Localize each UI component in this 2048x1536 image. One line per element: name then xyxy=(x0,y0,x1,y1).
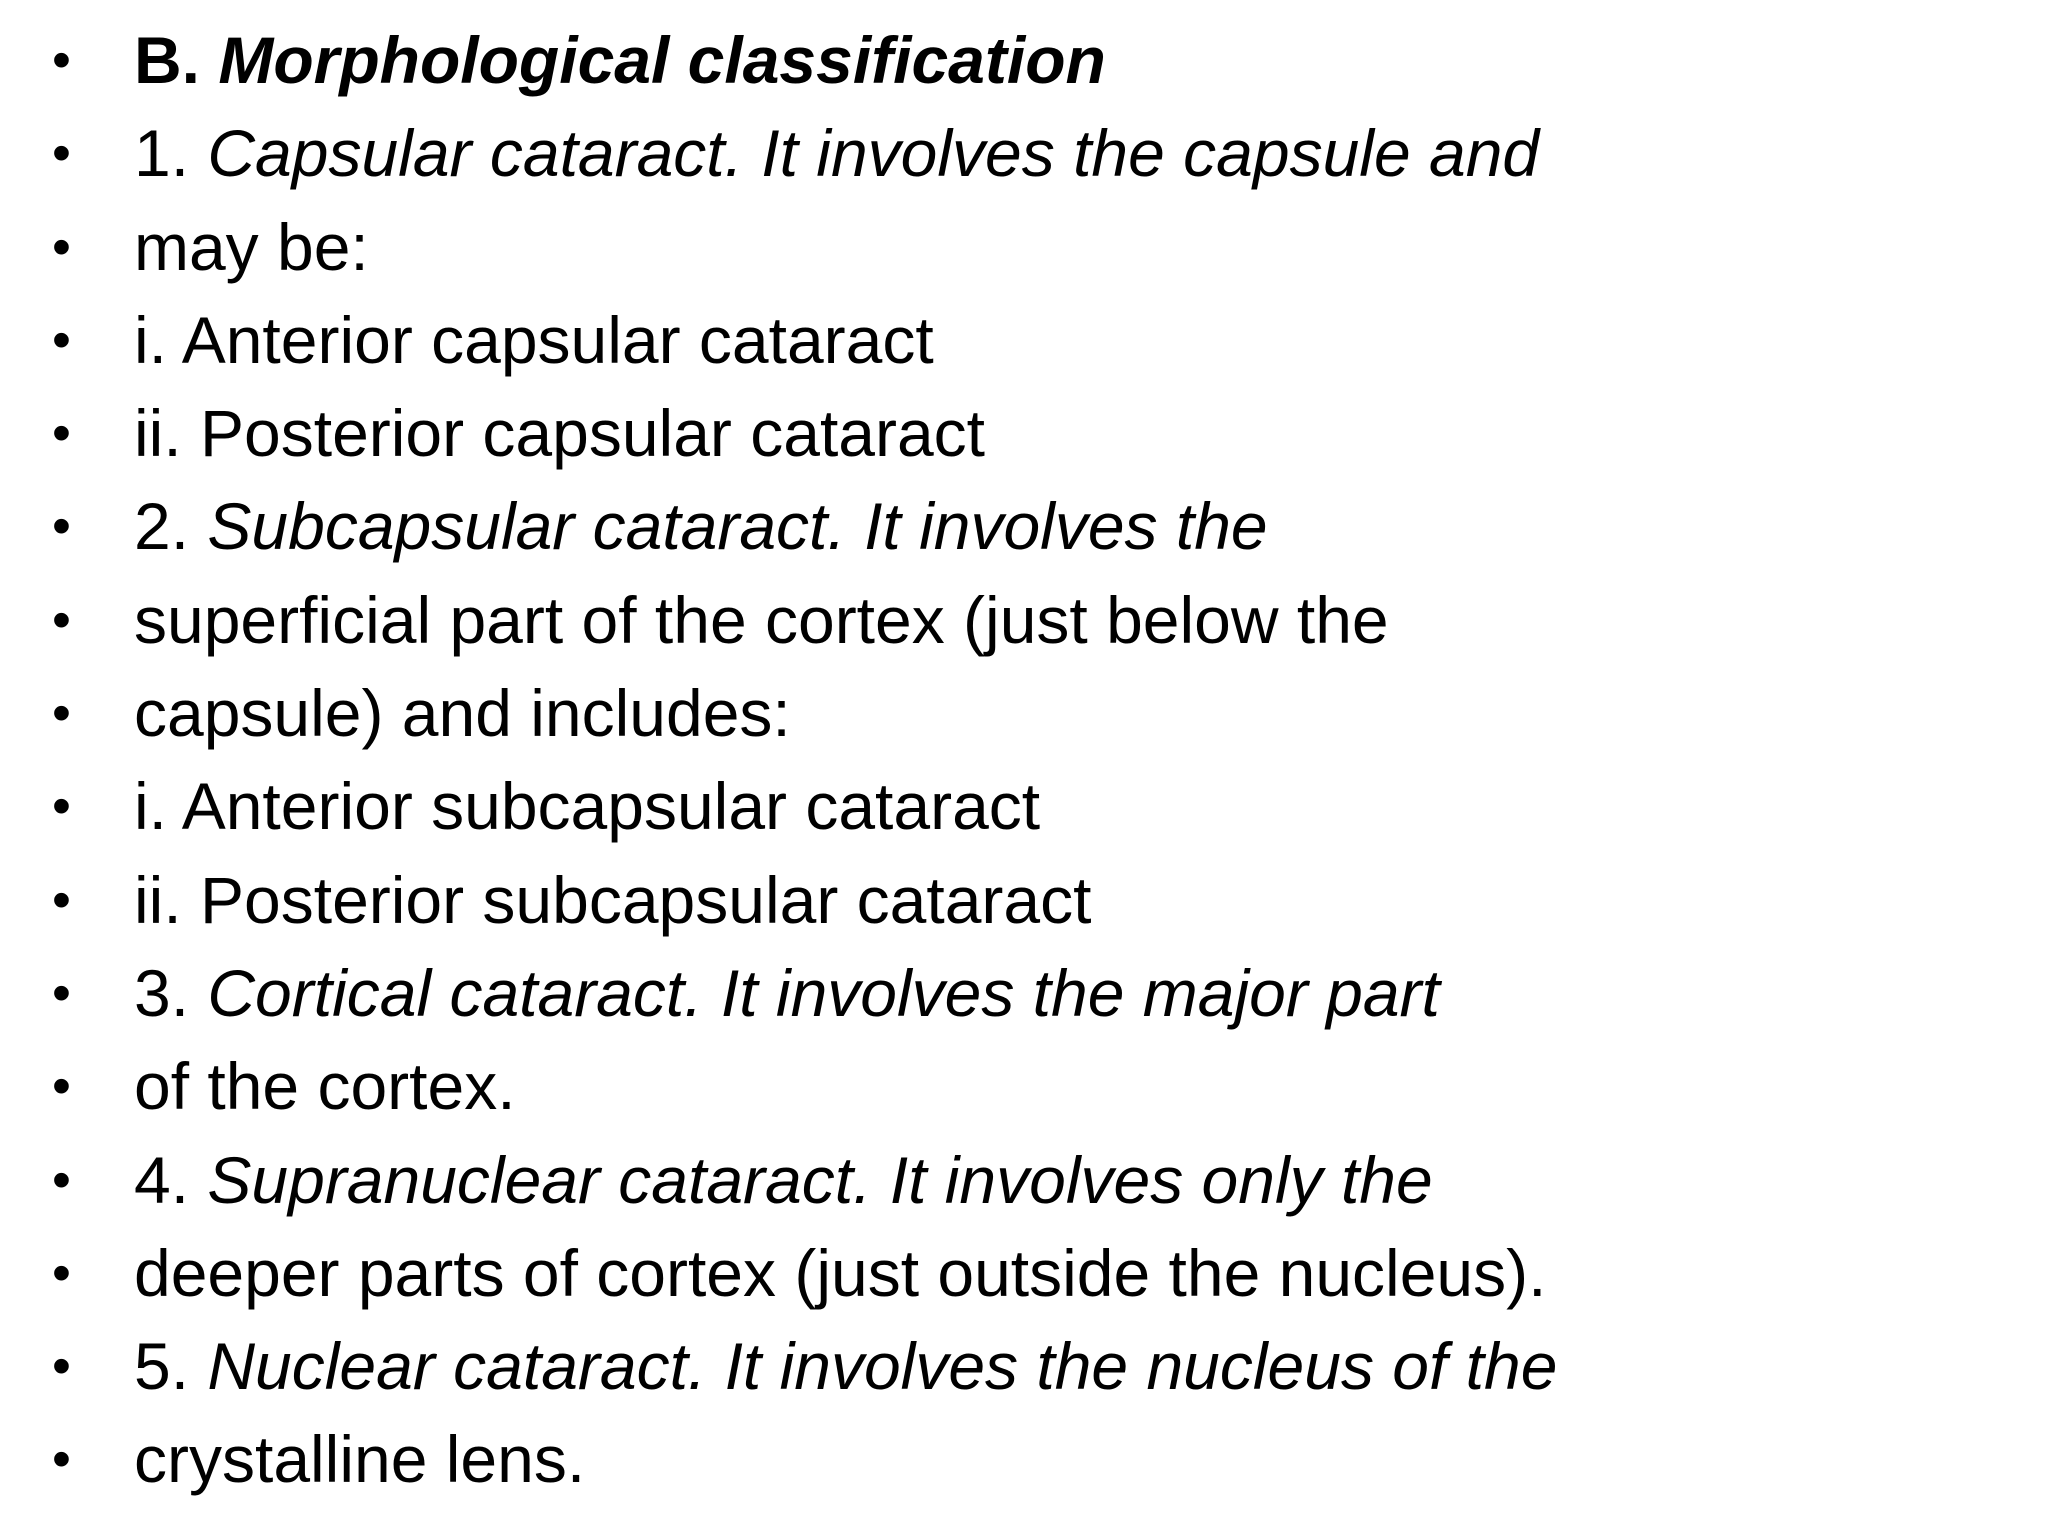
bullet-icon: • xyxy=(52,776,71,837)
list-item xyxy=(0,201,2048,294)
item-number: 1. xyxy=(134,116,208,191)
list-item-text: deeper parts of cortex (just outside the nucleus). xyxy=(134,1235,1547,1310)
item-heading: Nuclear cataract. It involves the nucleus of the xyxy=(207,1329,1558,1404)
bullet-icon: • xyxy=(52,962,71,1023)
bullet-icon: • xyxy=(52,1056,71,1117)
bullet-icon: • xyxy=(52,496,71,557)
bullet-icon: • xyxy=(52,403,71,464)
list-item xyxy=(0,854,2048,947)
list-item-text: crystalline lens. xyxy=(134,1422,586,1497)
bullet-icon: • xyxy=(52,683,71,744)
item-heading: Morphological classification xyxy=(218,23,1106,97)
list-item xyxy=(0,574,2048,667)
bullet-icon: • xyxy=(52,216,71,277)
bullet-icon: • xyxy=(52,30,71,90)
list-item xyxy=(0,760,2048,853)
list-item-text: i. Anterior capsular cataract xyxy=(134,302,934,377)
bullet-icon: • xyxy=(52,1336,71,1397)
list-item xyxy=(0,1040,2048,1133)
item-heading: Capsular cataract. It involves the capsule and xyxy=(207,116,1540,191)
list-item-text xyxy=(134,1134,1433,1227)
list-item-text xyxy=(134,480,1268,573)
bullet-list xyxy=(0,14,2048,1507)
list-item-text: of the cortex. xyxy=(134,1049,516,1124)
item-number: B. xyxy=(134,23,219,97)
item-heading: Supranuclear cataract. It involves only the xyxy=(207,1142,1433,1217)
list-item xyxy=(0,1227,2048,1320)
bullet-icon: • xyxy=(52,309,71,370)
item-heading: Cortical cataract. It involves the major part xyxy=(207,955,1440,1030)
item-number: 4. xyxy=(134,1142,208,1217)
list-item xyxy=(0,947,2048,1040)
list-item-text xyxy=(134,14,1106,107)
list-item-text: superficial part of the cortex (just below the xyxy=(134,582,1389,657)
list-item xyxy=(0,1413,2048,1506)
list-item-text xyxy=(134,947,1440,1040)
item-heading: Subcapsular cataract. It involves the xyxy=(207,489,1268,564)
list-item xyxy=(0,107,2048,200)
item-number: 3. xyxy=(134,955,208,1030)
bullet-icon: • xyxy=(52,589,71,650)
list-item-text: ii. Posterior subcapsular cataract xyxy=(134,862,1092,937)
list-item xyxy=(0,1134,2048,1227)
item-number: 5. xyxy=(134,1329,208,1404)
bullet-icon: • xyxy=(52,1149,71,1210)
list-item-text: capsule) and includes: xyxy=(134,676,791,751)
bullet-icon: • xyxy=(52,1429,71,1490)
list-item-text xyxy=(134,1320,1557,1413)
list-item-text: ii. Posterior capsular cataract xyxy=(134,396,986,471)
list-item-text: i. Anterior subcapsular cataract xyxy=(134,769,1041,844)
list-item-text xyxy=(134,107,1539,200)
bullet-icon: • xyxy=(52,123,71,184)
list-item-text: may be: xyxy=(134,209,369,284)
bullet-icon: • xyxy=(52,869,71,930)
item-number: 2. xyxy=(134,489,208,564)
list-item xyxy=(0,387,2048,480)
list-item xyxy=(0,480,2048,573)
list-item xyxy=(0,14,2048,107)
list-item xyxy=(0,1320,2048,1413)
list-item xyxy=(0,667,2048,760)
bullet-icon: • xyxy=(52,1242,71,1303)
list-item xyxy=(0,294,2048,387)
